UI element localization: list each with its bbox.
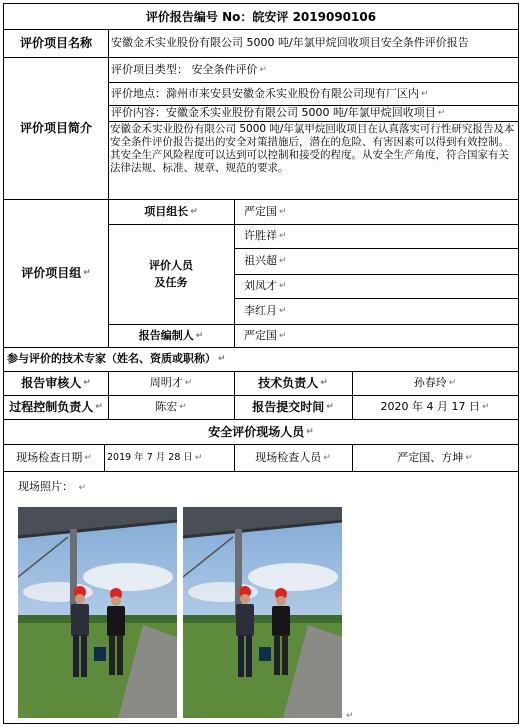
paragraph-mark: ↵ <box>194 452 203 463</box>
author-label-text: 报告编制人 <box>138 328 194 342</box>
report-number <box>4 4 518 29</box>
process-value-text: 陈宏 <box>155 400 178 413</box>
experts-label-text: 参与评价的技术专家（姓名、资质或职称） <box>7 352 216 365</box>
paragraph-mark: ↵ <box>481 402 490 412</box>
summary-label-text: 评价项目简介 <box>19 121 92 135</box>
process-label <box>4 395 108 419</box>
member-row <box>234 274 518 298</box>
photo-end-mark <box>344 708 356 720</box>
paragraph-mark: ↵ <box>465 452 473 463</box>
process-label-text: 过程控制负责人 <box>9 400 94 414</box>
project-name-value-text: 安徽金禾实业股份有限公司 5000 吨/年氯甲烷回收项目安全条件评价报告 <box>111 36 469 49</box>
onsite-people-value-text: 严定国、方坤 <box>397 450 464 464</box>
member-row <box>234 224 518 248</box>
paragraph-mark: ↵ <box>95 402 103 412</box>
summary-description <box>108 122 518 199</box>
summary-type <box>108 57 518 82</box>
summary-description-text: 安徽金禾实业股份有限公司 5000 吨/年氯甲烷回收项目在认真落实可行性研究报告及本安全条件评价报告提出的安全对策措施后，潜在的危险、有害因素可以得到有效控制。其安全生产风险程度可以达到可以控制和接受的程度。从安全生产角度，符合国家有关法律法规、标准、规章、规范的要求。 <box>110 123 515 174</box>
reviewer-value <box>108 371 234 395</box>
member-name: 祖兴超 <box>244 254 277 267</box>
submit-value <box>352 395 518 419</box>
author-value-text: 严定国 <box>244 328 277 342</box>
onsite-header-text: 安全评价现场人员 <box>208 424 305 439</box>
tech-lead-value <box>352 371 518 395</box>
report-number-text: 评价报告编号 No：皖安评 2019090106 <box>145 9 377 24</box>
member-row <box>234 248 518 274</box>
process-value <box>108 395 234 419</box>
onsite-people-label-text: 现场检查人员 <box>255 450 322 464</box>
paragraph-mark: ↵ <box>78 483 87 493</box>
report-form <box>3 3 519 724</box>
onsite-date-value <box>104 444 234 471</box>
submit-label <box>234 395 352 419</box>
author-label <box>108 324 234 347</box>
paragraph-mark: ↵ <box>279 206 287 217</box>
paragraph-mark: ↵ <box>437 108 446 118</box>
leader-label <box>108 199 234 224</box>
paragraph-mark: ↵ <box>279 256 287 266</box>
paragraph-mark: ↵ <box>179 402 187 412</box>
photos-label-text: 现场照片： <box>18 480 73 493</box>
paragraph-mark: ↵ <box>279 330 287 341</box>
reviewer-label-text: 报告审核人 <box>21 376 82 390</box>
reviewer-label <box>4 371 108 395</box>
summary-label <box>4 57 108 199</box>
paragraph-mark: ↵ <box>190 206 198 217</box>
tech-lead-label <box>234 371 352 395</box>
members-label <box>108 224 234 324</box>
onsite-date-label-text: 现场检查日期 <box>16 450 83 464</box>
reviewer-value-text: 周明才 <box>149 376 183 389</box>
member-name: 刘凤才 <box>244 279 277 292</box>
leader-value <box>234 199 518 224</box>
onsite-people-label <box>234 444 352 471</box>
paragraph-mark: ↵ <box>195 330 204 341</box>
tech-lead-label-text: 技术负责人 <box>258 376 319 390</box>
summary-location <box>108 82 518 105</box>
site-photo-2 <box>183 507 342 718</box>
paragraph-mark: ↵ <box>421 88 429 99</box>
author-value <box>234 324 518 347</box>
paragraph-mark: ↵ <box>83 378 91 388</box>
team-label-text: 评价项目组 <box>21 266 82 280</box>
paragraph-mark: ↵ <box>259 64 268 75</box>
paragraph-mark: ↵ <box>326 402 334 412</box>
summary-type-text: 评价项目类型： 安全条件评价 <box>111 62 258 76</box>
paragraph-mark: ↵ <box>83 268 91 278</box>
paragraph-mark: ↵ <box>448 378 457 388</box>
experts-label <box>4 347 518 371</box>
paragraph-mark: ↵ <box>323 452 331 463</box>
submit-value-text: 2020 年 4 月 17 日 <box>380 400 480 413</box>
project-name-label-text: 评价项目名称 <box>19 36 92 50</box>
paragraph-mark: ↵ <box>320 378 328 388</box>
paragraph-mark: ↵ <box>279 231 287 241</box>
paragraph-mark: ↵ <box>279 306 287 316</box>
summary-content-text: 评价内容：安徽金禾实业股份有限公司 5000 吨/年氯甲烷回收项目 <box>111 106 436 119</box>
onsite-people-value <box>352 444 518 471</box>
member-row <box>234 298 518 324</box>
members-label-text: 评价人员 及任务 <box>149 259 193 289</box>
submit-label-text: 报告提交时间 <box>252 400 325 414</box>
leader-value-text: 严定国 <box>244 204 277 218</box>
paragraph-mark: ↵ <box>84 452 92 463</box>
project-name-label <box>4 29 108 57</box>
photos-label <box>18 480 218 496</box>
team-label <box>4 199 108 347</box>
site-photo-1 <box>18 507 177 718</box>
summary-content <box>108 105 518 121</box>
paragraph-mark: ↵ <box>218 354 226 364</box>
paragraph-mark: ↵ <box>279 281 287 291</box>
paragraph-mark: ↵ <box>306 426 314 437</box>
summary-location-text: 评价地点：滁州市来安县安徽金禾实业股份有限公司现有厂区内 <box>111 86 419 100</box>
paragraph-mark: ↵ <box>346 711 354 720</box>
onsite-header <box>4 419 518 444</box>
onsite-date-label <box>4 444 104 471</box>
onsite-date-value-text: 2019 年 7 月 28 日 <box>107 451 193 463</box>
member-name: 许胜祥 <box>244 229 277 242</box>
project-name-value <box>108 29 518 57</box>
tech-lead-value-text: 孙春玲 <box>413 376 447 389</box>
leader-label-text: 项目组长 <box>144 204 189 218</box>
member-name: 李红月 <box>244 304 277 317</box>
paragraph-mark: ↵ <box>184 378 193 388</box>
